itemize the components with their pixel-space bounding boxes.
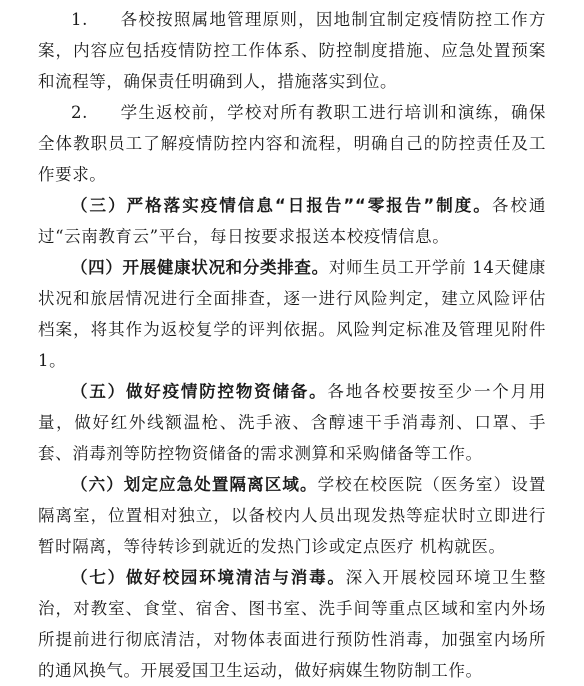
paragraph-body: 深入开展校园环境卫生整治，对教室、食堂、宿舍、图书室、洗手间等重点区域和室内外场所提前进行彻底清洁，对物体表面进行预防性消毒，加强室内场所的通风换气。开展爱国卫生运动，做好病媒生物防制工作。 — [38, 568, 546, 680]
section-5-supplies — [38, 376, 546, 469]
section-heading: （六）划定应急处置隔离区域。 — [71, 475, 318, 494]
section-heading: （五）做好疫情防控物资储备。 — [71, 382, 328, 401]
paragraph-body: 各地各校要按至少一个月用量，做好红外线额温枪、洗手液、含醇速干手消毒剂、口罩、手套、消毒剂等防控物资储备的需求测算和采购储备等工作。 — [38, 382, 546, 463]
section-3-info-report — [38, 190, 546, 252]
paragraph-body: 各校通过“云南教育云”平台，每日按要求报送本校疫情信息。 — [38, 196, 546, 246]
section-4-health-screening — [38, 252, 546, 376]
section-heading: （七）做好校园环境清洁与消毒。 — [71, 568, 346, 587]
paragraph-body: 学生返校前，学校对所有教职工进行培训和演练，确保全体教职员工了解疫情防控内容和流程，明确自己的防控责任及工作要求。 — [38, 103, 546, 184]
item-number: 2. — [71, 103, 88, 122]
paragraph-body: 学校在校医院（医务室）设置隔离室，位置相对独立，以备校内人员出现发热等症状时立即进行暂时隔离，等待转诊到就近的发热门诊或定点医疗 机构就医。 — [38, 475, 546, 556]
paragraph-item-1 — [38, 4, 546, 97]
section-7-cleaning — [38, 562, 546, 686]
paragraph-item-2 — [38, 97, 546, 190]
paragraph-body: 各校按照属地管理原则，因地制宜制定疫情防控工作方案，内容应包括疫情防控工作体系、防控制度措施、应急处置预案和流程等，确保责任明确到人，措施落实到位。 — [38, 10, 546, 91]
item-number: 1. — [71, 10, 88, 29]
section-6-isolation — [38, 469, 546, 562]
paragraph-body: 对师生员工开学前 14天健康状况和旅居情况进行全面排查，逐一进行风险判定，建立风险评估档案，将其作为返校复学的评判依据。风险判定标准及管理见附件 1。 — [38, 258, 547, 370]
section-heading: （四）开展健康状况和分类排查。 — [71, 258, 329, 277]
section-heading: （三）严格落实疫情信息“日报告”“零报告”制度。 — [71, 196, 492, 215]
